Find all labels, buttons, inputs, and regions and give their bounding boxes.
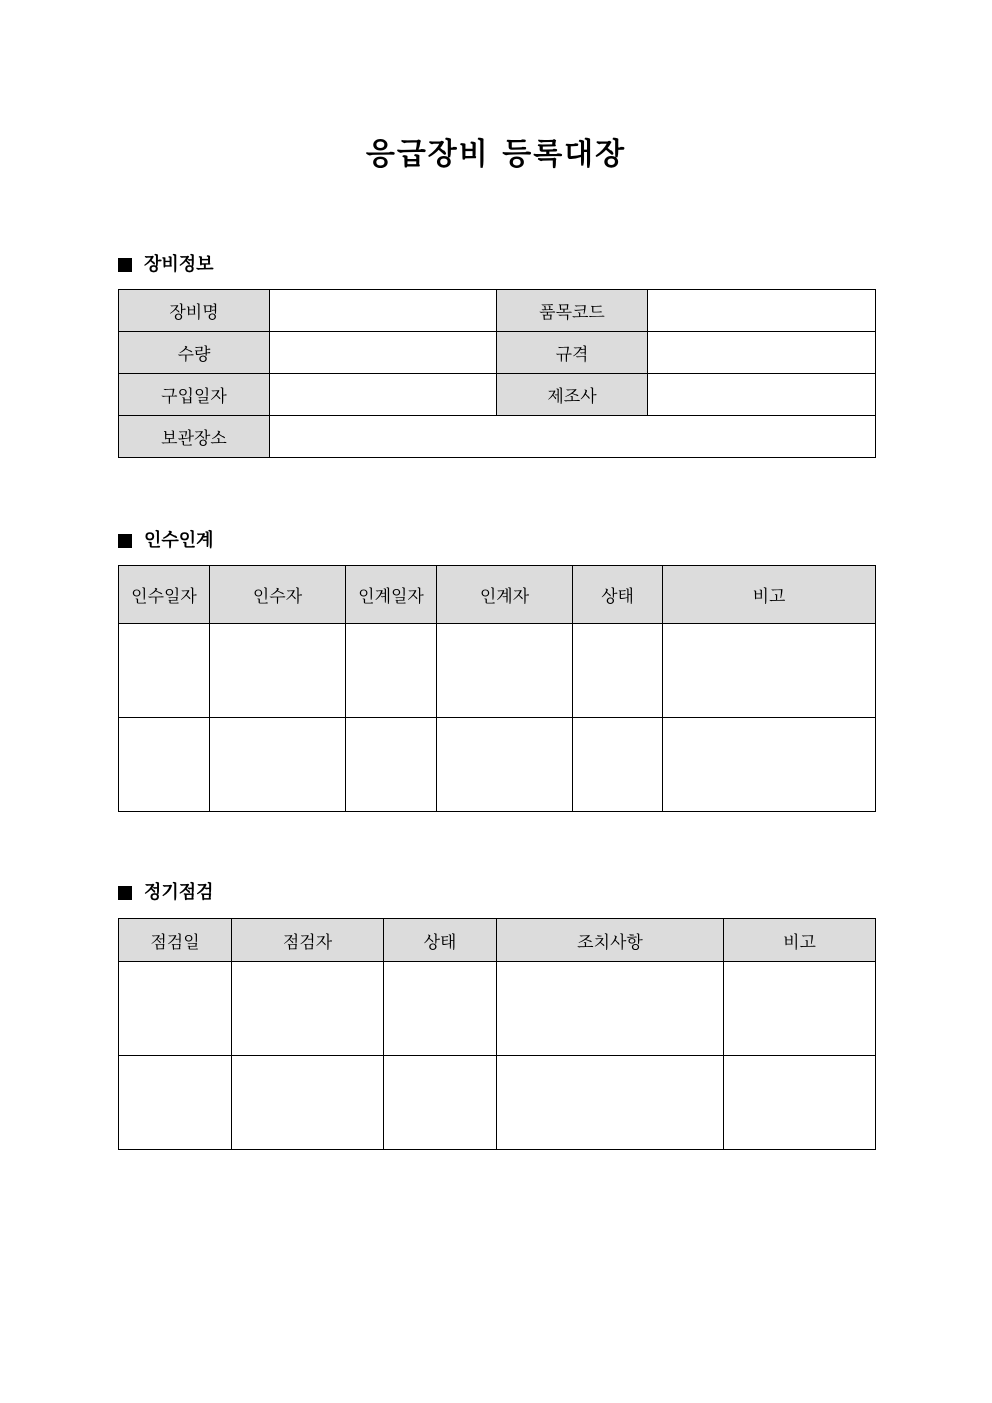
cell-remarks[interactable] (663, 718, 876, 812)
square-bullet-icon (118, 258, 132, 272)
cell-inspector[interactable] (232, 962, 384, 1056)
document-title: 응급장비 등록대장 (365, 137, 627, 172)
square-bullet-icon (118, 534, 132, 548)
section-heading-text: 인수인계 (144, 530, 214, 551)
cell-status[interactable] (384, 962, 497, 1056)
section-heading-inspection (118, 881, 214, 905)
cell-handover-date[interactable] (346, 624, 437, 718)
cell-remarks[interactable] (724, 962, 876, 1056)
label-quantity: 수량 (119, 332, 270, 374)
field-item-code[interactable] (648, 290, 876, 332)
table-row (119, 290, 876, 332)
handover-table (118, 565, 876, 812)
column-header-status: 상태 (573, 566, 663, 624)
cell-actions[interactable] (497, 962, 724, 1056)
column-header-status: 상태 (384, 919, 497, 962)
column-header-actions: 조치사항 (497, 919, 724, 962)
table-row (119, 374, 876, 416)
field-storage-location[interactable] (270, 416, 876, 458)
column-header-handover-person: 인계자 (437, 566, 573, 624)
column-header-inspection-date: 점검일 (119, 919, 232, 962)
column-header-inspector: 점검자 (232, 919, 384, 962)
field-quantity[interactable] (270, 332, 497, 374)
table-header-row (119, 566, 876, 624)
cell-actions[interactable] (497, 1056, 724, 1150)
square-bullet-icon (118, 886, 132, 900)
column-header-receive-date: 인수일자 (119, 566, 210, 624)
label-spec: 규격 (497, 332, 648, 374)
cell-receive-date[interactable] (119, 624, 210, 718)
table-row (119, 416, 876, 458)
section-heading-text: 장비정보 (144, 254, 214, 275)
label-storage-location: 보관장소 (119, 416, 270, 458)
label-manufacturer: 제조사 (497, 374, 648, 416)
column-header-remarks: 비고 (724, 919, 876, 962)
cell-inspector[interactable] (232, 1056, 384, 1150)
cell-inspection-date[interactable] (119, 1056, 232, 1150)
table-row (119, 718, 876, 812)
cell-inspection-date[interactable] (119, 962, 232, 1056)
label-equipment-name: 장비명 (119, 290, 270, 332)
field-spec[interactable] (648, 332, 876, 374)
label-item-code: 품목코드 (497, 290, 648, 332)
cell-receive-date[interactable] (119, 718, 210, 812)
field-purchase-date[interactable] (270, 374, 497, 416)
table-row (119, 624, 876, 718)
cell-status[interactable] (384, 1056, 497, 1150)
column-header-receiver: 인수자 (210, 566, 346, 624)
cell-receiver[interactable] (210, 624, 346, 718)
cell-handover-person[interactable] (437, 718, 573, 812)
field-equipment-name[interactable] (270, 290, 497, 332)
equipment-info-table (118, 289, 876, 458)
field-manufacturer[interactable] (648, 374, 876, 416)
table-header-row (119, 919, 876, 962)
table-row (119, 332, 876, 374)
cell-remarks[interactable] (724, 1056, 876, 1150)
cell-handover-date[interactable] (346, 718, 437, 812)
cell-remarks[interactable] (663, 624, 876, 718)
inspection-table (118, 918, 876, 1150)
section-heading-text: 정기점검 (144, 882, 214, 903)
column-header-remarks: 비고 (663, 566, 876, 624)
label-purchase-date: 구입일자 (119, 374, 270, 416)
cell-handover-person[interactable] (437, 624, 573, 718)
cell-receiver[interactable] (210, 718, 346, 812)
cell-status[interactable] (573, 718, 663, 812)
section-heading-equipment-info (118, 253, 214, 277)
cell-status[interactable] (573, 624, 663, 718)
table-row (119, 1056, 876, 1150)
section-heading-handover (118, 529, 214, 553)
column-header-handover-date: 인계일자 (346, 566, 437, 624)
table-row (119, 962, 876, 1056)
